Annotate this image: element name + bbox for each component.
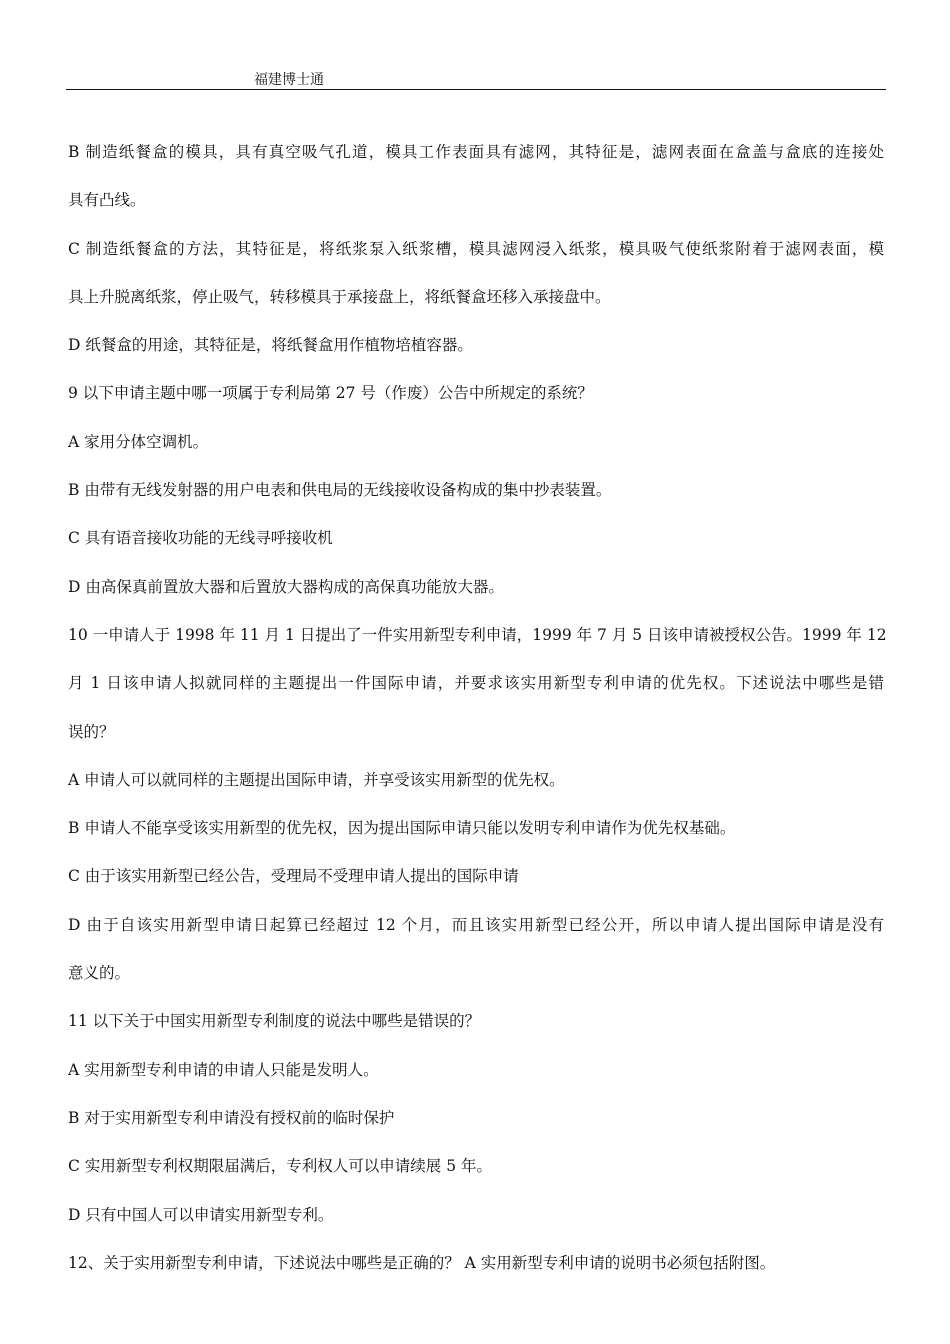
text-line: 10 一申请人于 1998 年 11 月 1 日提出了一件实用新型专利申请，1999 年 7 月 5 日该申请被授权公告。1999 年 12 — [68, 625, 887, 644]
text-line: C 具有语音接收功能的无线寻呼接收机 — [68, 529, 333, 548]
text-line: 12、关于实用新型专利申请，下述说法中哪些是正确的？ A 实用新型专利申请的说明书必须包括附图。 — [68, 1253, 776, 1272]
text-line: 具有凸线。 — [68, 191, 146, 210]
text-line: 意义的。 — [68, 964, 131, 983]
text-line: D 由高保真前置放大器和后置放大器构成的高保真功能放大器。 — [68, 577, 504, 596]
header-divider — [66, 89, 886, 90]
text-line: 11 以下关于中国实用新型专利制度的说法中哪些是错误的？ — [68, 1012, 481, 1031]
text-line: D 纸餐盒的用途，其特征是，将纸餐盒用作植物培植容器。 — [68, 336, 473, 355]
document-body — [68, 137, 887, 1296]
text-line: C 制造纸餐盒的方法，其特征是，将纸浆泵入纸浆槽，模具滤网浸入纸浆，模具吸气使纸浆附着于滤网表面，模 — [68, 239, 884, 258]
text-line: B 由带有无线发射器的用户电表和供电局的无线接收设备构成的集中抄表装置。 — [68, 481, 612, 500]
text-line: D 由于自该实用新型申请日起算已经超过 12 个月，而且该实用新型已经公开，所以申请人提出国际申请是没有 — [68, 915, 884, 934]
text-line: 误的？ — [68, 722, 115, 741]
text-line: B 对于实用新型专利申请没有授权前的临时保护 — [68, 1108, 395, 1127]
text-line: A 家用分体空调机。 — [68, 432, 209, 451]
text-line: D 只有中国人可以申请实用新型专利。 — [68, 1205, 334, 1224]
text-line: 9 以下申请主题中哪一项属于专利局第 27 号（作废）公告中所规定的系统？ — [68, 384, 593, 403]
text-line: B 制造纸餐盒的模具，具有真空吸气孔道，模具工作表面具有滤网，其特征是，滤网表面在盒盖与盒底的连接处 — [68, 143, 884, 161]
text-line: 月 1 日该申请人拟就同样的主题提出一件国际申请，并要求该实用新型专利申请的优先权。下述说法中哪些是错 — [68, 674, 884, 693]
text-line: A 申请人可以就同样的主题提出国际申请，并享受该实用新型的优先权。 — [68, 770, 565, 789]
text-line: A 实用新型专利申请的申请人只能是发明人。 — [68, 1060, 379, 1079]
text-line: B 申请人不能享受该实用新型的优先权，因为提出国际申请只能以发明专利申请作为优先权基础。 — [68, 819, 736, 838]
text-line: C 实用新型专利权期限届满后，专利权人可以申请续展 5 年。 — [68, 1157, 493, 1176]
text-line: C 由于该实用新型已经公告，受理局不受理申请人提出的国际申请 — [68, 867, 519, 886]
text-line: 具上升脱离纸浆，停止吸气，转移模具于承接盘上，将纸餐盒坯移入承接盘中。 — [68, 287, 611, 306]
page-header-title: 福建博士通 — [254, 72, 324, 88]
